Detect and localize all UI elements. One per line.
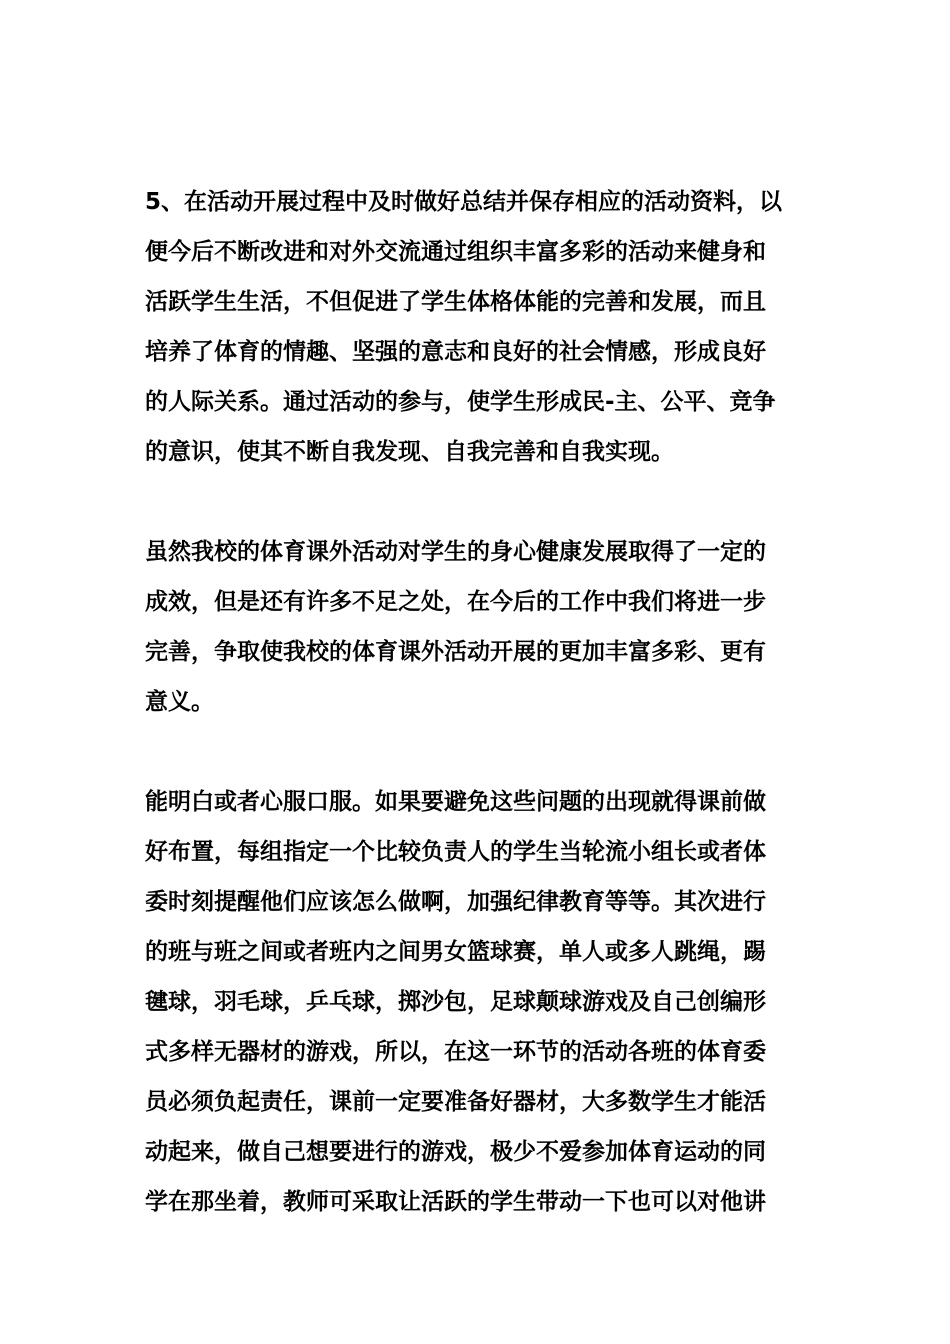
text-line: 的人际关系。通过活动的参与，使学生形成民-主、公平、竞争 [145,389,776,415]
text-line: 便今后不断改进和对外交流通过组织丰富多彩的活动来健身和 [145,239,766,265]
text-line: 完善，争取使我校的体育课外活动开展的更加丰富多彩、更有 [145,639,766,665]
text-line: 能明白或者心服口服。如果要避免这些问题的出现就得课前做 [145,789,766,815]
text-line: 培养了体育的情趣、坚强的意志和良好的社会情感，形成良好 [145,339,766,365]
text-line: 的班与班之间或者班内之间男女篮球赛，单人或多人跳绳，踢 [145,939,766,965]
text-line: 虽然我校的体育课外活动对学生的身心健康发展取得了一定的 [145,539,766,565]
text-line: 员必须负起责任，课前一定要准备好器材，大多数学生才能活 [145,1089,766,1115]
text-line: 意义。 [145,689,214,715]
paragraph-3 [145,777,810,1227]
paragraph-2 [145,527,810,727]
text-line: 的意识，使其不断自我发现、自我完善和自我实现。 [145,439,674,465]
text-line: 好布置，每组指定一个比较负责人的学生当轮流小组长或者体 [145,839,766,865]
paragraph-spacer [145,727,810,777]
text-line: 毽球，羽毛球，乒乓球，掷沙包，足球颠球游戏及自己创编形 [145,989,766,1015]
paragraph-spacer [145,477,810,527]
paragraph-1 [145,177,810,477]
text-line: 动起来，做自己想要进行的游戏，极少不爱参加体育运动的同 [145,1139,766,1165]
text-line: 委时刻提醒他们应该怎么做啊，加强纪律教育等等。其次进行 [145,889,766,915]
text-line: 成效，但是还有许多不足之处，在今后的工作中我们将进一步 [145,589,766,615]
text-line: 5、在活动开展过程中及时做好总结并保存相应的活动资料，以 [145,189,783,215]
text-line: 式多样无器材的游戏，所以，在这一环节的活动各班的体育委 [145,1039,766,1065]
document-body [145,177,810,1227]
text-line: 学在那坐着，教师可采取让活跃的学生带动一下也可以对他讲 [145,1189,766,1215]
text-line: 活跃学生生活，不但促进了学生体格体能的完善和发展，而且 [145,289,766,315]
